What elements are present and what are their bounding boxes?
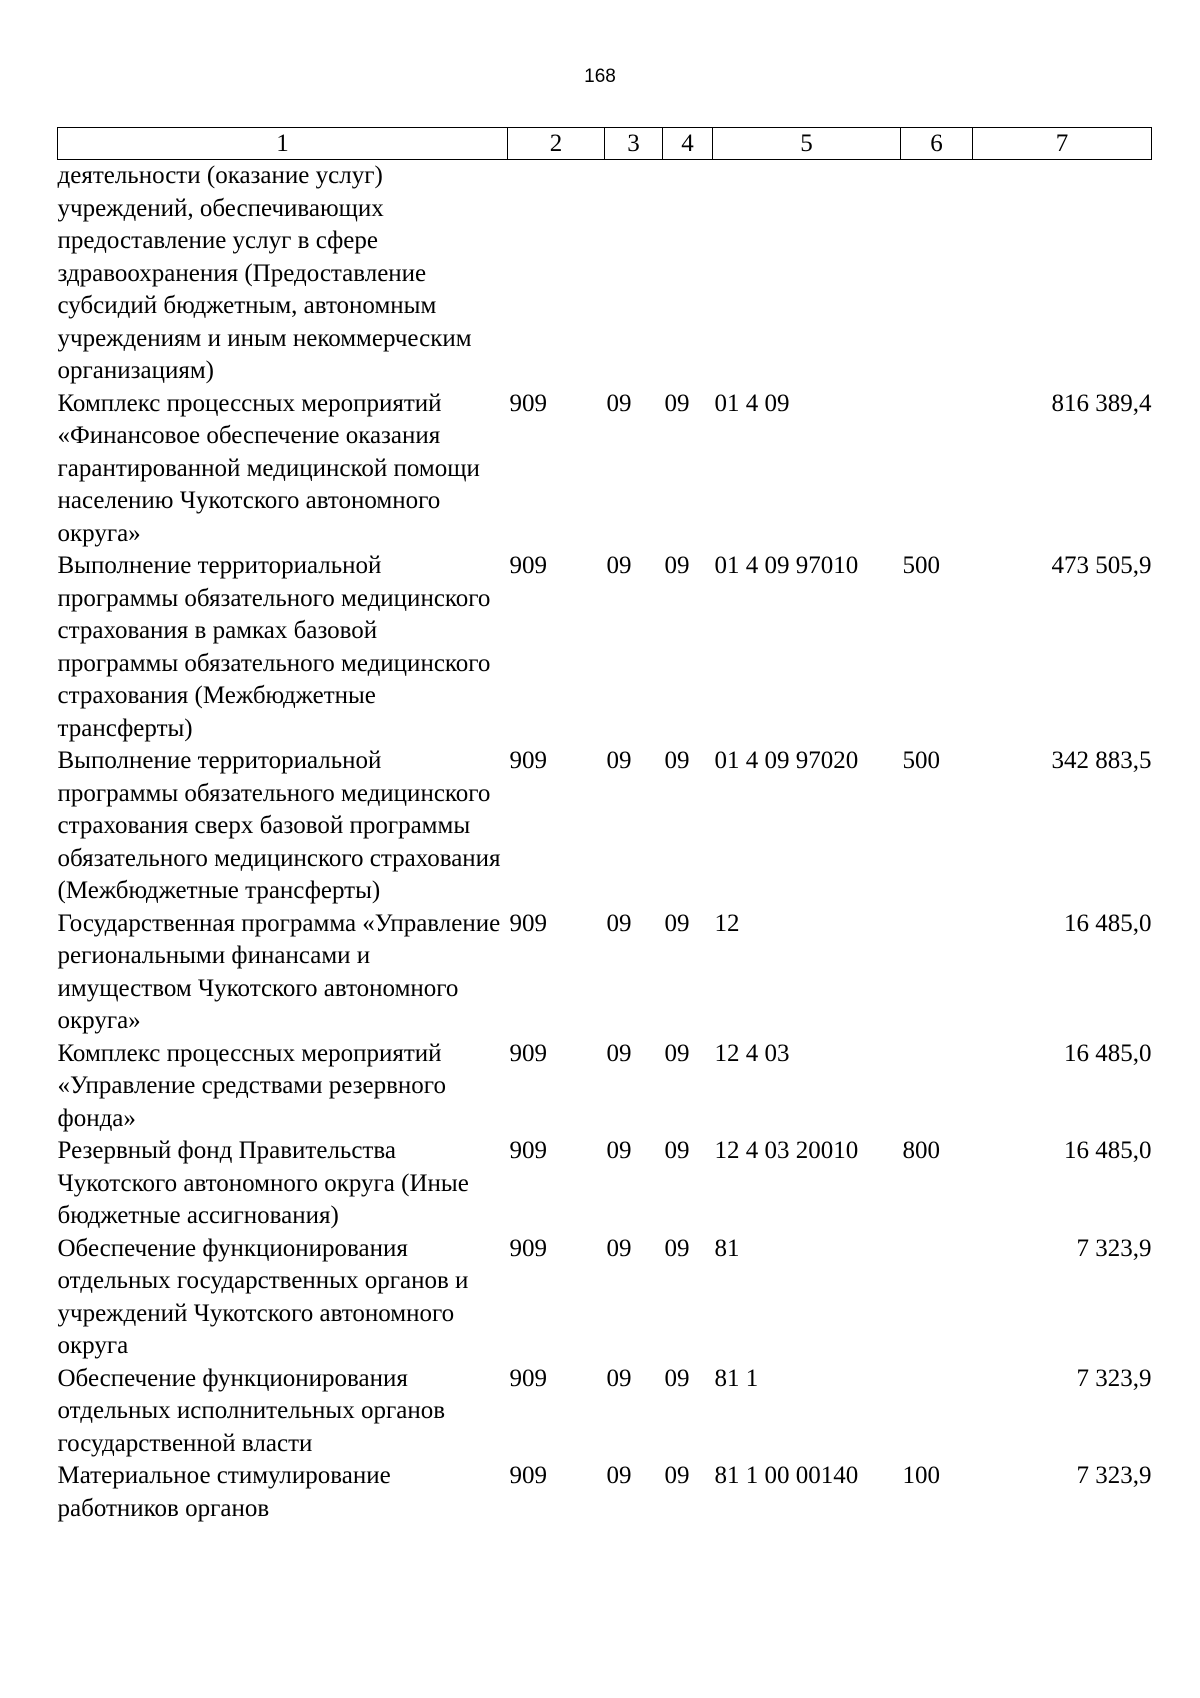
row-subsection: 09: [664, 552, 690, 579]
row-name: Комплекс процессных мероприятий «Управление средствами резервного фонда»: [57, 1039, 446, 1132]
row-target-article: 01 4 09 97020: [714, 747, 859, 774]
row-expense-type: 100: [902, 1462, 940, 1489]
row-expense-type: [901, 1363, 973, 1461]
row-name: Выполнение территориальной программы обязательного медицинского страхования в рамках базовой программы обязательного медицинского страхования (Межбюджетные трансферты): [57, 552, 491, 742]
row-amount: 16 485,0: [1064, 1137, 1152, 1164]
table-row: [58, 160, 1152, 388]
budget-table: [57, 127, 1152, 1525]
row-name: Резервный фонд Правительства Чукотского автономного округа (Иные бюджетные ассигнования): [57, 1137, 469, 1229]
row-grbs: 909: [509, 389, 547, 417]
table-row: [58, 1135, 1152, 1233]
row-grbs: 909: [509, 1234, 547, 1262]
row-name: Государственная программа «Управление региональными финансами и имуществом Чукотского автономного округа»: [57, 909, 501, 1034]
row-subsection: 09: [664, 1462, 690, 1489]
row-grbs: 909: [509, 909, 547, 937]
column-header-1: 1: [58, 128, 508, 160]
row-name: Обеспечение функционирования отдельных государственных органов и учреждений Чукотского автономного округа: [57, 1234, 469, 1359]
row-expense-type: [901, 388, 973, 551]
row-expense-type: [901, 160, 973, 388]
row-amount: 342 883,5: [1051, 747, 1152, 774]
row-section: 09: [606, 1039, 632, 1067]
row-section: 09: [606, 389, 632, 417]
row-subsection: 09: [664, 1364, 690, 1392]
column-header-2: 2: [508, 128, 605, 160]
row-target-article: 81 1: [714, 1364, 759, 1392]
table-row: [58, 1233, 1152, 1363]
row-name: Материальное стимулирование работников органов: [57, 1462, 391, 1522]
row-grbs: 909: [509, 1462, 547, 1489]
row-amount: [973, 160, 1152, 388]
column-header-3: 3: [605, 128, 663, 160]
row-amount: 16 485,0: [1064, 909, 1152, 937]
table-body: [58, 160, 1152, 1526]
row-name: Комплекс процессных мероприятий «Финансовое обеспечение оказания гарантированной медицинской помощи населению Чукотского автономного округа»: [57, 389, 480, 547]
row-amount: 16 485,0: [1064, 1039, 1152, 1067]
table-row: [58, 388, 1152, 551]
row-target-article: 01 4 09: [714, 389, 790, 417]
row-name: деятельности (оказание услуг) учреждений, обеспечивающих предоставление услуг в сфере здравоохранения (Предоставление субсидий бюджетным, автономным учреждениям и иным некоммерческим организациям): [57, 162, 472, 384]
row-section: 09: [606, 1364, 632, 1392]
table-row: [58, 908, 1152, 1038]
row-target-article: 12: [714, 909, 740, 937]
row-section: 09: [606, 1137, 632, 1164]
row-target-article: 12 4 03: [714, 1039, 790, 1067]
row-subsection: 09: [664, 389, 690, 417]
row-grbs: 909: [509, 552, 547, 579]
table-header: [58, 128, 1152, 160]
row-grbs: 909: [509, 1137, 547, 1164]
row-amount: 7 323,9: [1076, 1234, 1152, 1262]
row-name: Обеспечение функционирования отдельных исполнительных органов государственной власти: [57, 1364, 445, 1457]
row-subsection: 09: [664, 1234, 690, 1262]
row-amount: 7 323,9: [1076, 1462, 1152, 1489]
row-subsection: 09: [664, 747, 690, 774]
row-expense-type: 500: [902, 747, 940, 774]
row-target-article: 81: [714, 1234, 740, 1262]
row-amount: 816 389,4: [1051, 389, 1152, 417]
row-grbs: 909: [509, 1039, 547, 1067]
column-header-6: 6: [901, 128, 973, 160]
row-section: 09: [606, 747, 632, 774]
row-target-article: 01 4 09 97010: [714, 552, 859, 579]
table-row: [58, 550, 1152, 745]
row-target-article: 12 4 03 20010: [714, 1137, 859, 1164]
row-expense-type: 500: [902, 552, 940, 579]
row-section: 09: [606, 1462, 632, 1489]
row-section: 09: [606, 1234, 632, 1262]
column-header-7: 7: [973, 128, 1152, 160]
row-subsection: 09: [664, 1137, 690, 1164]
column-header-5: 5: [713, 128, 901, 160]
row-expense-type: [901, 908, 973, 1038]
table-row: [58, 1363, 1152, 1461]
table-row: [58, 1460, 1152, 1525]
row-expense-type: 800: [902, 1137, 940, 1164]
row-section: 09: [606, 552, 632, 579]
row-expense-type: [901, 1038, 973, 1136]
row-subsection: 09: [664, 1039, 690, 1067]
row-grbs: [508, 160, 605, 388]
row-section: 09: [606, 909, 632, 937]
row-subsection: 09: [664, 909, 690, 937]
page-number: 168: [584, 66, 616, 87]
column-header-4: 4: [663, 128, 713, 160]
row-amount: 7 323,9: [1076, 1364, 1152, 1392]
row-target-article: 81 1 00 00140: [714, 1462, 859, 1489]
row-grbs: 909: [509, 1364, 547, 1392]
row-amount: 473 505,9: [1051, 552, 1152, 579]
row-name: Выполнение территориальной программы обязательного медицинского страхования сверх базовой программы обязательного медицинского страхования (Межбюджетные трансферты): [57, 747, 501, 904]
table-row: [58, 1038, 1152, 1136]
row-expense-type: [901, 1233, 973, 1363]
row-target-article: [713, 160, 901, 388]
row-subsection: [663, 160, 713, 388]
row-grbs: 909: [509, 747, 547, 774]
table-row: [58, 745, 1152, 908]
header-row: [58, 128, 1152, 160]
row-section: [605, 160, 663, 388]
